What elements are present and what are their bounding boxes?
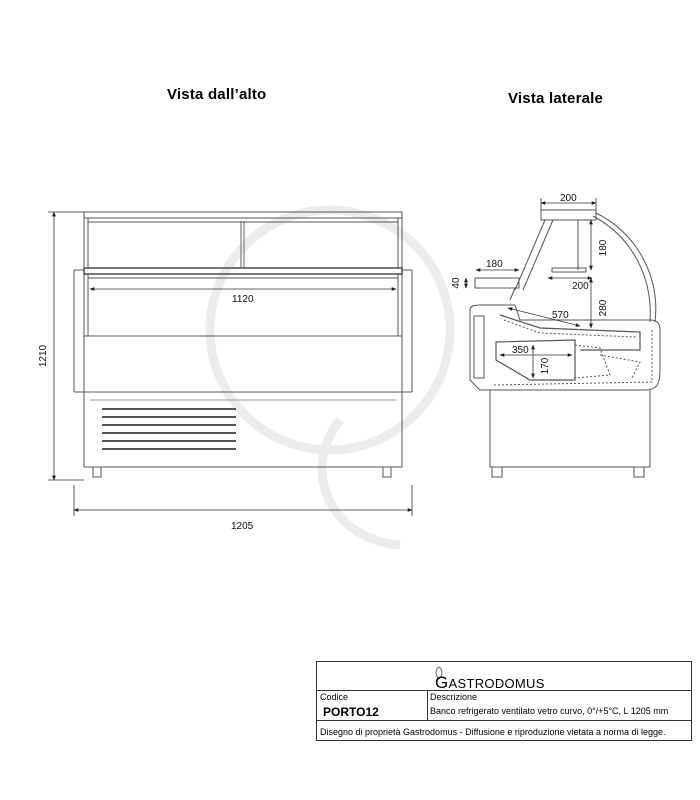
- dim-rear-shelf-depth: 180: [486, 259, 503, 270]
- title-block: [316, 661, 692, 741]
- brand-rest: ASTRODOMUS: [448, 676, 545, 691]
- description-cell: [427, 690, 691, 721]
- dim-overall-width: 1205: [231, 521, 254, 532]
- ownership-notice: Disegno di proprietà Gastrodomus - Diffusione e riproduzione vietata a norma di legge.: [320, 727, 666, 737]
- dim-rear-shelf-height: 40: [451, 277, 462, 289]
- brand-row: [317, 662, 691, 691]
- dim-shelf-height: 180: [598, 239, 609, 257]
- brand-initial: G: [435, 673, 449, 692]
- dim-storage-depth: 350: [512, 345, 529, 356]
- code-value: PORTO12: [323, 705, 379, 719]
- dim-display-height: 280: [598, 299, 609, 317]
- description-value: Banco refrigerato ventilato vetro curvo, 0°/+5°C, L 1205 mm: [430, 706, 669, 716]
- code-cell: [317, 690, 428, 721]
- dim-overall-height: 1210: [38, 344, 49, 368]
- top-view-title: Vista dall’alto: [167, 86, 267, 103]
- dim-display-depth: 570: [552, 310, 569, 321]
- watermark-logo: [210, 210, 450, 545]
- side-view-title: Vista laterale: [508, 90, 604, 107]
- description-label: Descrizione: [430, 692, 478, 702]
- dim-storage-height: 170: [540, 357, 551, 375]
- dim-shelf-depth: 200: [560, 193, 577, 204]
- code-label: Codice: [320, 692, 349, 702]
- dim-inner-width: 1120: [232, 294, 254, 305]
- side-view: [470, 210, 660, 477]
- dim-lower-shelf-depth: 200: [572, 281, 589, 292]
